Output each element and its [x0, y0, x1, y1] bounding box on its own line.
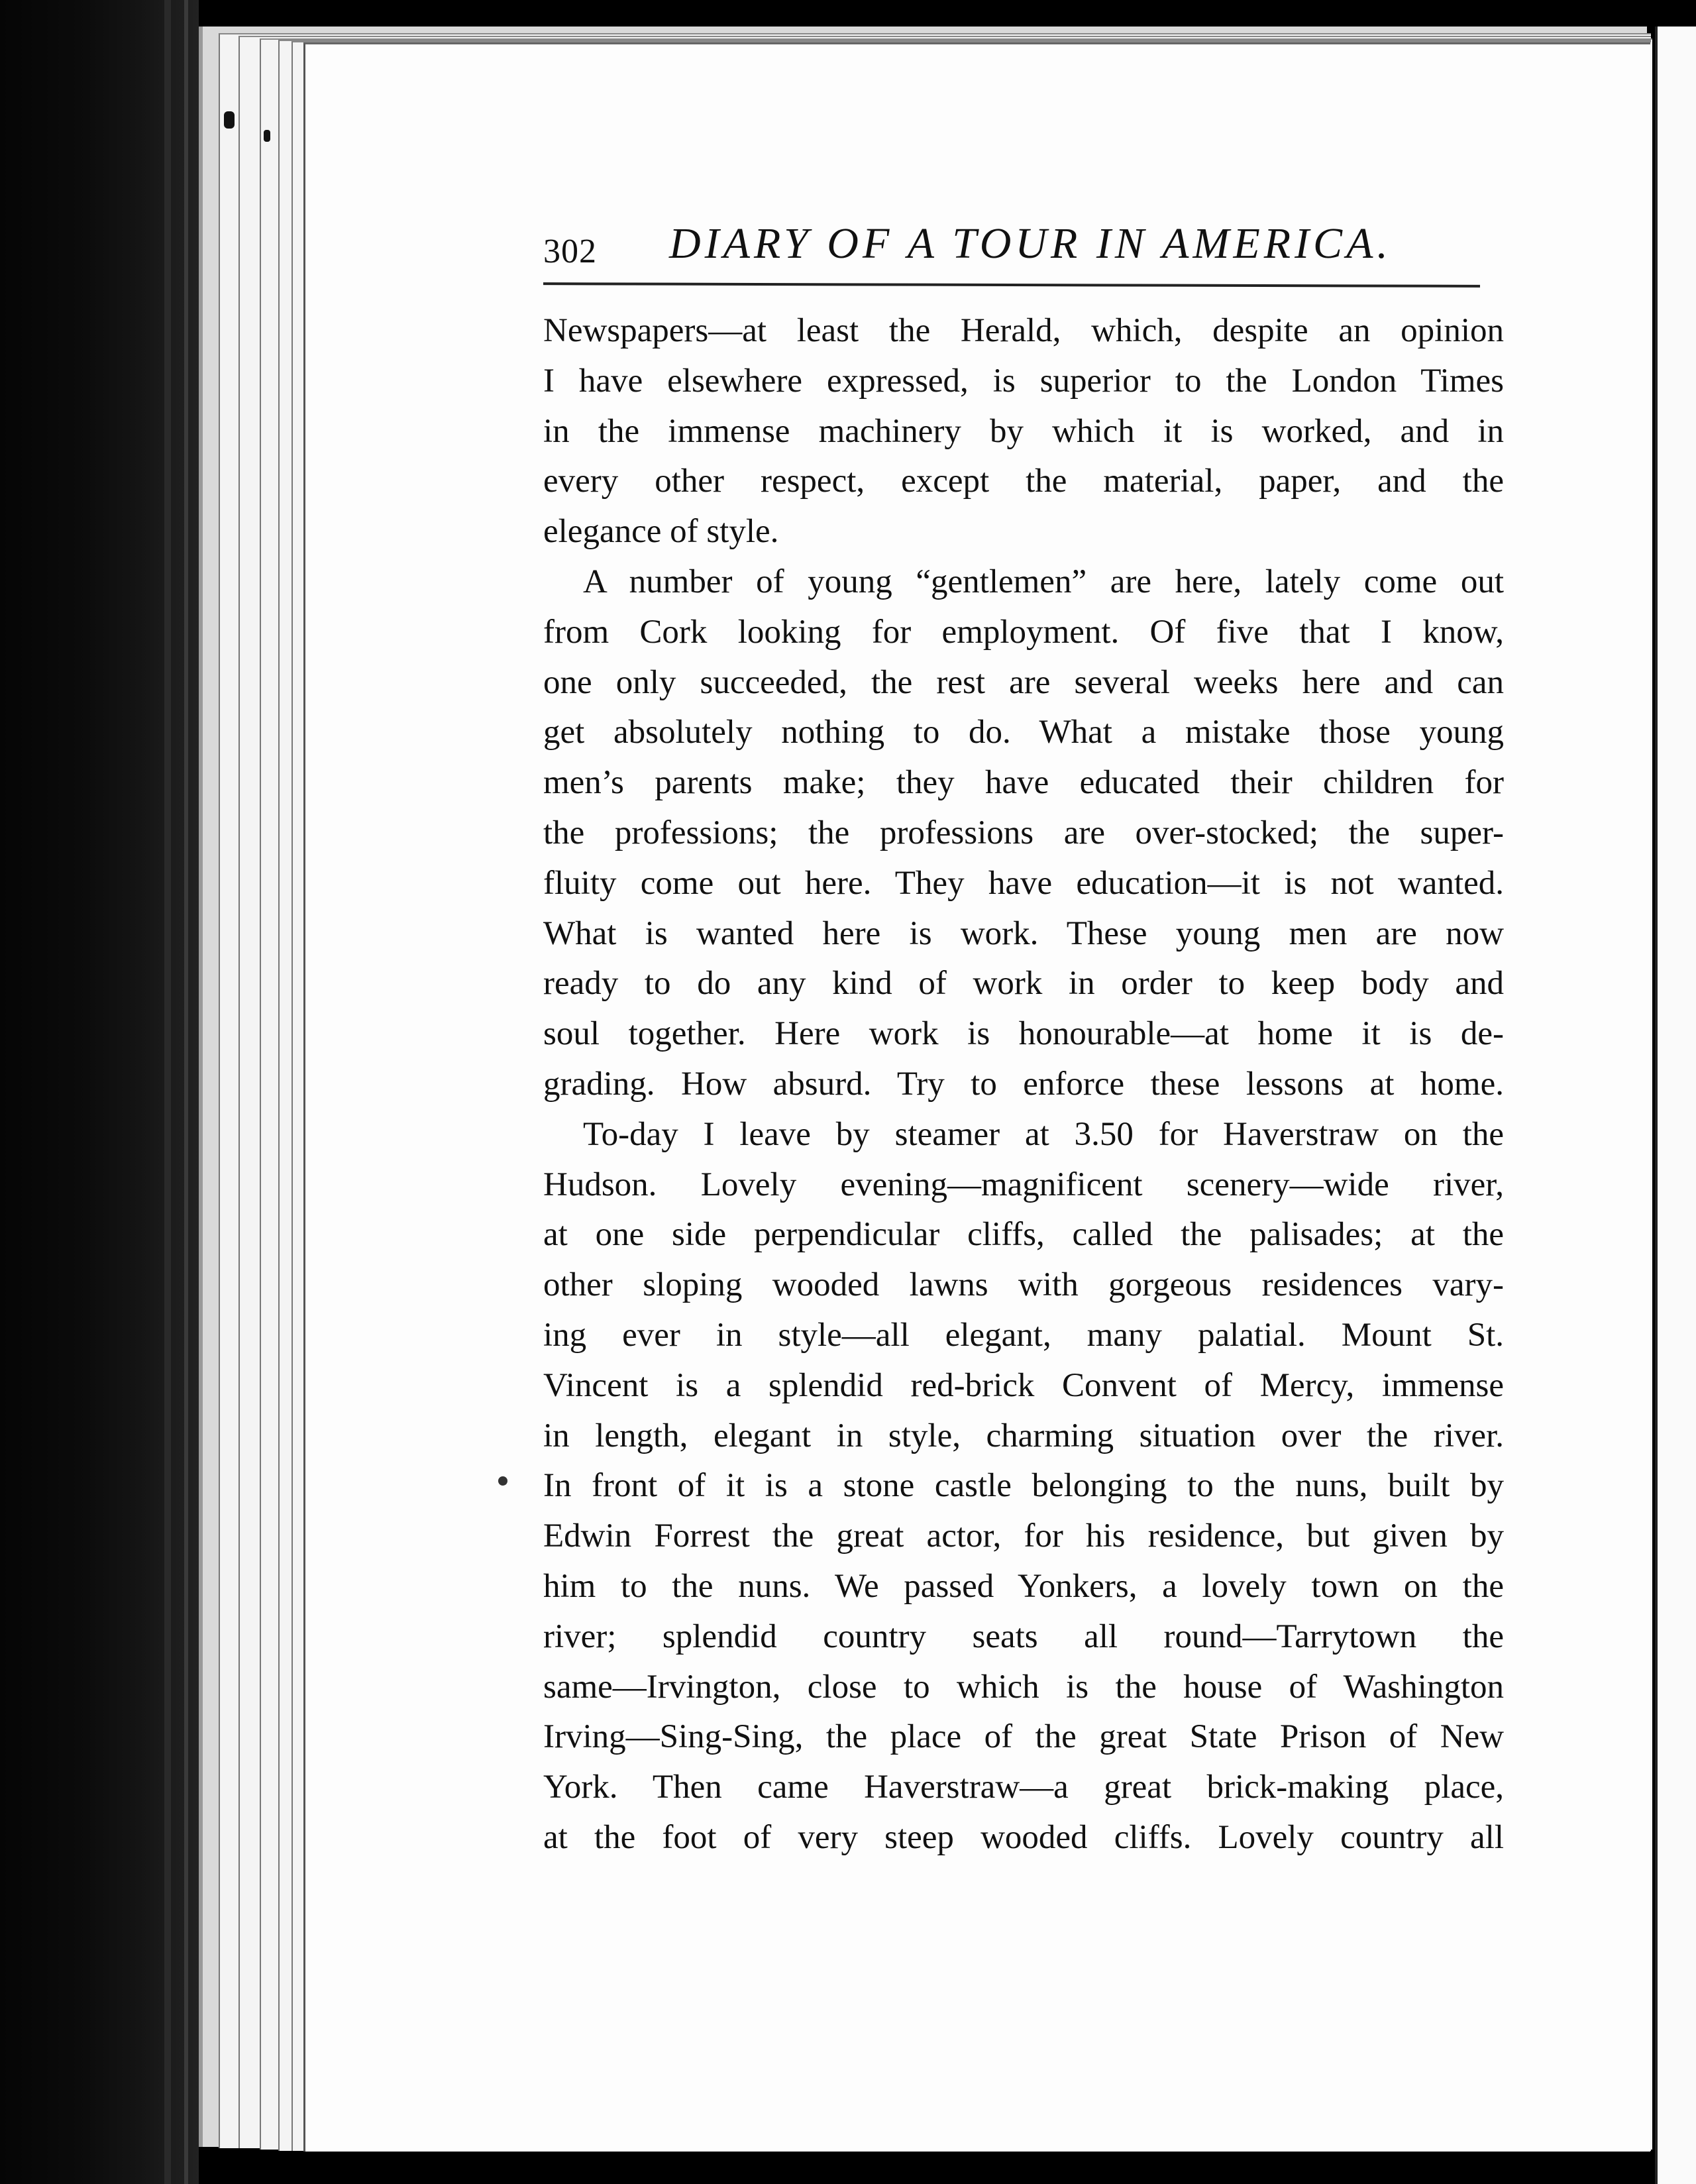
text-line: men’s parents make; they have educated their children for [543, 764, 1504, 802]
facing-page-edge [1655, 27, 1696, 2184]
text-line: him to the nuns. We passed Yonkers, a lovely town on the [543, 1567, 1504, 1605]
scan-speck [264, 130, 270, 142]
text-line: fluity come out here. They have education—it is not wanted. [543, 864, 1504, 902]
page-header [543, 219, 1484, 278]
text-line: What is wanted here is work. These young men are now [543, 914, 1504, 952]
text-line: In front of it is a stone castle belonging to the nuns, built by [543, 1467, 1504, 1505]
text-line: get absolutely nothing to do. What a mistake those young [543, 714, 1504, 751]
text-line: ing ever in style—all elegant, many palatial. Mount St. [543, 1316, 1504, 1354]
text-line: soul together. Here work is honourable—at home it is de- [543, 1015, 1504, 1053]
text-line: ready to do any kind of work in order to keep body and [543, 965, 1504, 1003]
text-line: every other respect, except the material, paper, and the [543, 463, 1504, 500]
text-line: Newspapers—at least the Herald, which, despite an opinion [543, 312, 1504, 349]
text-line: in the immense machinery by which it is worked, and in [543, 412, 1504, 450]
spine-edge [164, 0, 171, 2184]
text-line: York. Then came Haverstraw—a great brick-making place, [543, 1769, 1504, 1806]
scan-speck [498, 1476, 507, 1486]
text-line: river; splendid country seats all round—Tarrytown the [543, 1617, 1504, 1655]
text-line: Hudson. Lovely evening—magnificent scenery—wide river, [543, 1166, 1504, 1203]
scan-speck [224, 111, 235, 129]
body-text [543, 306, 1504, 1863]
paragraph [543, 557, 1504, 1110]
text-line: Vincent is a splendid red-brick Convent of Mercy, immense [543, 1366, 1504, 1404]
text-line: one only succeeded, the rest are several weeks here and can [543, 663, 1504, 701]
text-line: Edwin Forrest the great actor, for his residence, but given by [543, 1517, 1504, 1555]
running-title: DIARY OF A TOUR IN AMERICA. [669, 219, 1392, 268]
page-number: 302 [543, 233, 597, 270]
text-line: from Cork looking for employment. Of five that I know, [543, 613, 1504, 651]
text-line: A number of young “gentlemen” are here, lately come out [583, 563, 1504, 600]
text-line: same—Irvington, close to which is the house of Washington [543, 1668, 1504, 1706]
spine-edge [184, 0, 188, 2184]
text-line: I have elsewhere expressed, is superior to the London Times [543, 362, 1504, 400]
paragraph [543, 306, 1504, 557]
text-line: other sloping wooded lawns with gorgeous residences vary- [543, 1266, 1504, 1304]
text-line: Irving—Sing-Sing, the place of the great State Prison of New [543, 1718, 1504, 1756]
text-line: at the foot of very steep wooded cliffs. Lovely country all [543, 1818, 1504, 1856]
text-line: the professions; the professions are over-stocked; the super- [543, 814, 1504, 851]
text-line: in length, elegant in style, charming situation over the river. [543, 1417, 1504, 1454]
paragraph [543, 1110, 1504, 1863]
text-line: elegance of style. [543, 513, 779, 551]
text-line: To-day I leave by steamer at 3.50 for Haverstraw on the [583, 1115, 1504, 1153]
text-line: at one side perpendicular cliffs, called the palisades; at the [543, 1216, 1504, 1254]
text-line: grading. How absurd. Try to enforce these lessons at home. [543, 1065, 1504, 1103]
